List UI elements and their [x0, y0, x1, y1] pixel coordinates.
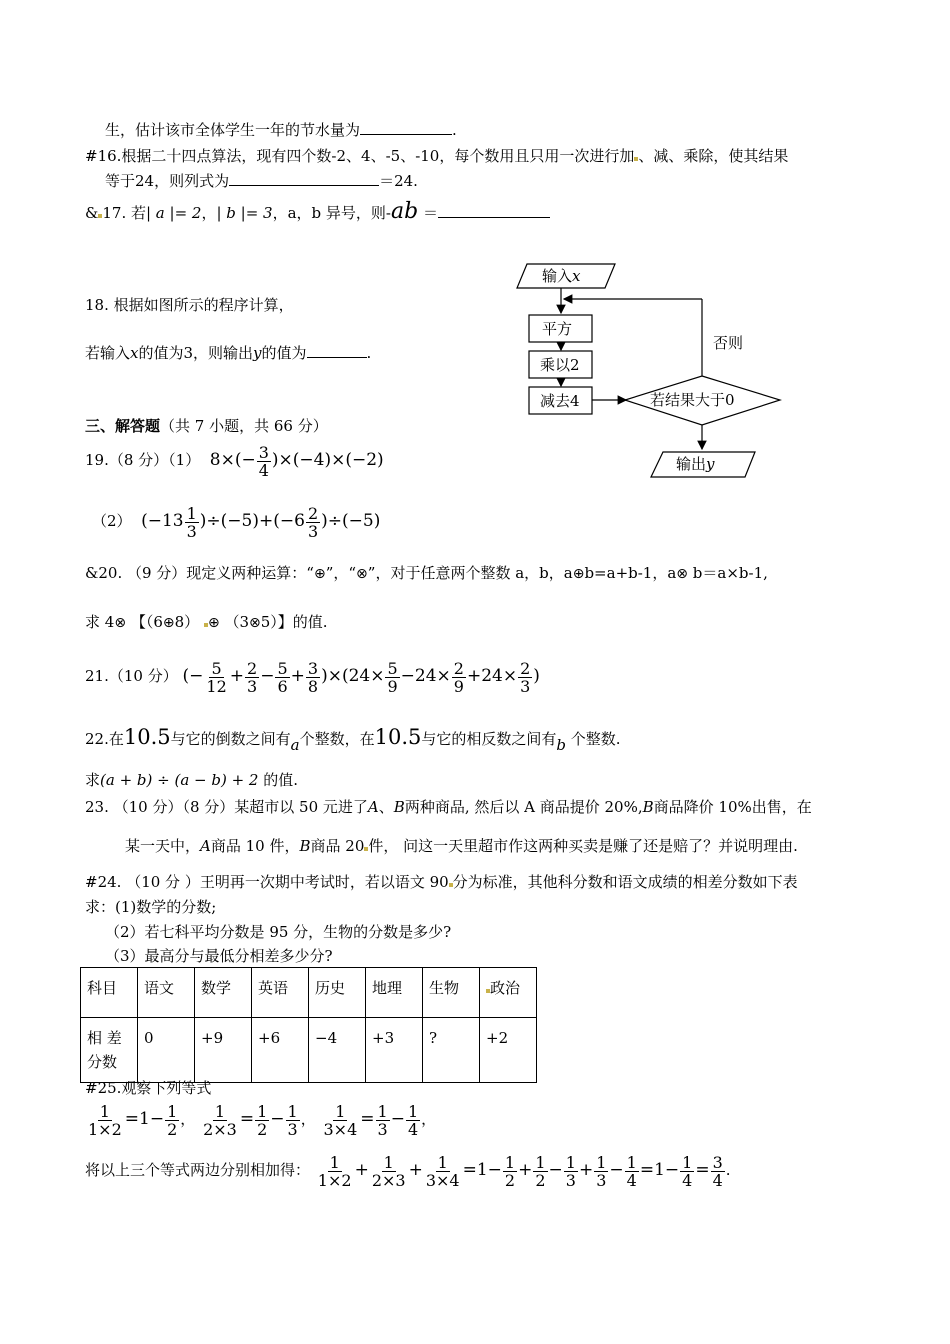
q22-expression: (a + b) ÷ (a − b) + 2: [100, 771, 259, 789]
fraction: $\frac{2}{9}$: [453, 658, 464, 696]
q20-text-c: ”，对于任意两个整数 a，b，a: [367, 564, 573, 582]
q17-prefix: &: [85, 204, 99, 222]
q24-line3: （2）若七科平均分数是 95 分，生物的分数是多少?: [105, 923, 452, 941]
table-cell: 生物: [423, 968, 480, 1018]
q20-text-2a: 求 4: [85, 613, 115, 631]
table-cell: 历史: [309, 968, 366, 1018]
q20-text-2e: 5）】的值.: [260, 613, 328, 631]
fraction: $\frac{2}{3}$: [247, 658, 258, 696]
fraction: $\frac{1}{3}$: [287, 1101, 298, 1139]
fraction: $\frac{1}{4}$: [682, 1152, 693, 1190]
section-3-heading: [85, 416, 328, 436]
fraction: $\frac{1}{3\times 4}$: [425, 1152, 460, 1190]
score-table: [80, 967, 537, 1083]
q18-text-a: 若输入: [85, 344, 131, 362]
q15-text: 生，估计该市全体学生一年的节水量为: [105, 121, 361, 139]
q18-text-b: 的值为3，则输出: [138, 344, 254, 362]
var-b: b: [556, 736, 566, 754]
answer-blank: [307, 343, 367, 358]
q20-text-2c: 8）: [174, 613, 200, 631]
fraction: $\frac{1}{3}$: [186, 503, 197, 541]
q18-text-c: 的值为: [261, 344, 307, 362]
table-cell: 地理: [366, 968, 423, 1018]
q20-text-b: ”，“: [325, 564, 357, 582]
abs-a: | a |= 2: [145, 204, 202, 222]
otimes-symbol: ⊗: [114, 615, 127, 631]
fraction: $\frac{5}{12}$: [206, 658, 227, 696]
q20-line2: [85, 612, 328, 633]
var-a: a: [290, 736, 300, 754]
fraction: $\frac{1}{2}$: [535, 1152, 546, 1190]
flowchart: [500, 255, 790, 485]
answer-blank: [360, 120, 452, 135]
fraction: $\frac{3}{4}$: [712, 1152, 723, 1190]
table-cell: 英语: [252, 968, 309, 1018]
fraction: $\frac{1}{1\times 2}$: [88, 1101, 122, 1139]
fraction: $\frac{1}{3}$: [565, 1152, 576, 1190]
fraction: $\frac{1}{3}$: [596, 1152, 607, 1190]
fraction: $\frac{1}{4}$: [626, 1152, 637, 1190]
no-label: 否则: [713, 334, 744, 352]
table-cell: +2: [480, 1018, 537, 1083]
fraction: $\frac{1}{2}$: [257, 1101, 268, 1139]
fraction: $\frac{1}{1\times 2}$: [317, 1152, 352, 1190]
fraction: $\frac{1}{2}$: [167, 1101, 178, 1139]
fraction: $\frac{1}{2\times 3}$: [371, 1152, 406, 1190]
number-10-5: 10.5: [374, 725, 422, 749]
multiply-label: 乘以2: [540, 356, 580, 374]
answer-blank: [438, 203, 550, 218]
q20-text-2d: （3: [224, 613, 249, 631]
q17-num: 17. 若: [102, 204, 146, 222]
q25-equations: $\frac{1}{1\times 2}$ =1− $\frac{1}{2}$ ， $\frac{1}{2\times 3}$ = $\frac{1}{2}$ − $\frac{1}{3}$ ， $\frac{1}{3\times 4}$ = $\frac{1}{3}$ − $\frac{1}{4}$ ，: [88, 1101, 437, 1139]
q23-line2: 某一天中，A商品 10 件，B商品 20 件， 问这一天里超市作这两种买卖是赚了还是赔了？并说明理由.: [125, 837, 798, 855]
q24-line4: （3）最高分与最低分相差多少分?: [105, 947, 333, 965]
q16-line2: [105, 171, 418, 191]
q16-text-2b: ＝24.: [379, 172, 418, 190]
q20-text-2b: 【（6: [130, 613, 163, 631]
q19-expr-a: 8×(−: [209, 450, 256, 470]
table-cell: −4: [309, 1018, 366, 1083]
table-cell: 科目: [81, 968, 138, 1018]
table-cell: 语文: [138, 968, 195, 1018]
q18-line1: 18. 根据如图所示的程序计算，: [85, 296, 294, 314]
answer-blank: [229, 171, 379, 186]
svg-text:输出y: [676, 455, 715, 473]
condition-label: 若结果大于0: [650, 391, 735, 409]
output-var: y: [706, 455, 715, 473]
q25-title: #25.观察下列等式: [85, 1079, 212, 1097]
q22-line2: 求(a + b) ÷ (a − b) + 2 的值.: [85, 771, 299, 789]
q21-line: 21.（10 分） (− $\frac{5}{12}$ + $\frac{2}{3}$ − $\frac{5}{6}$ + $\frac{3}{8}$ )×(24× $\frac{5}{9}$ −24× $\frac{2}{9}$ +24× $\frac{2}{3}$ ): [85, 658, 540, 696]
oplus-symbol: ⊕: [313, 566, 326, 582]
otimes-symbol: ⊗: [249, 615, 261, 631]
q24-line1: #24. （10 分 ）王明再一次期中考试时，若以语文 90 分为标准，其他科分数和语文成绩的相差分数如下表: [85, 873, 798, 891]
table-cell: ?: [423, 1018, 480, 1083]
number-10-5: 10.5: [123, 725, 171, 749]
equals: ＝: [422, 204, 438, 222]
q19-expr-b: )×(−4)×(−2): [271, 450, 384, 470]
q20-line1: [85, 563, 768, 584]
fraction: $\frac{1}{3}$: [377, 1101, 388, 1139]
input-var: x: [572, 267, 581, 285]
q20-text-d: b=a+b-1，a: [584, 564, 677, 582]
fraction: $\frac{1}{2}$: [504, 1152, 516, 1190]
oplus-symbol: ⊕: [207, 615, 220, 631]
fraction: $\frac{1}{2\times 3}$: [203, 1101, 237, 1139]
q19-part2: [92, 502, 380, 540]
table-cell: +6: [252, 1018, 309, 1083]
subtract-label: 减去4: [540, 392, 580, 410]
fraction: $\frac{5}{6}$: [277, 658, 288, 696]
table-cell: 政治: [480, 968, 537, 1018]
table-cell: 数学: [195, 968, 252, 1018]
comma: ，: [201, 204, 217, 222]
fraction: $\frac{2}{3}$: [307, 503, 319, 541]
q19-label2: （2）: [92, 512, 132, 530]
q17-mid: ，a，b 异号，则-: [272, 204, 391, 222]
q16-text-1b: 、减、乘除，使其结果: [638, 147, 789, 165]
fraction: $\frac{3}{8}$: [307, 658, 319, 696]
q19-expr2-b: )÷(−5)+(−6: [199, 511, 305, 531]
fraction: $\frac{1}{3\times 4}$: [323, 1101, 358, 1139]
fraction: $\frac{1}{4}$: [407, 1101, 419, 1139]
q16-line1: [85, 146, 788, 166]
q21-label: 21.（10 分）: [85, 667, 178, 685]
q17-line: [85, 199, 550, 226]
q18-line2: 若输入x的值为3，则输出y的值为 .: [85, 344, 372, 362]
q19-expr2-a: (−13: [141, 511, 184, 531]
table-cell: +9: [195, 1018, 252, 1083]
fraction: $\frac{2}{3}$: [520, 658, 531, 696]
otimes-symbol: ⊗: [676, 566, 689, 582]
q19-expr2-c: )÷(−5): [321, 511, 381, 531]
q20-text-e: b＝a×b-1,: [688, 564, 768, 582]
q19-part1: [85, 441, 384, 479]
oplus-symbol: ⊕: [572, 566, 585, 582]
table-cell: +3: [366, 1018, 423, 1083]
section-note: （共 7 小题，共 66 分）: [160, 417, 328, 435]
q23-line1: 23. （10 分）（8 分）某超市以 50 元进了A、B两种商品, 然后以 A 商品提价 20%,B商品降价 10%出售，在: [85, 798, 812, 816]
table-row: [81, 1018, 537, 1083]
abs-b: | b |= 3: [216, 204, 273, 222]
q22-line1: 22.在10.5与它的倒数之间有a个整数，在10.5与它的相反数之间有b 个整数.: [85, 725, 621, 754]
table-cell: 相 差 分数: [81, 1018, 138, 1083]
square-label: 平方: [542, 320, 573, 338]
var-x: x: [130, 344, 139, 362]
var-y: y: [253, 344, 262, 362]
fraction: $\frac{3}{4}$: [258, 442, 269, 480]
svg-text:输入x: [542, 267, 581, 285]
section-title: 三、解答题: [85, 417, 161, 435]
q16-text-1: #16.根据二十四点算法，现有四个数-2、4、-5、-10，每个数用且只用一次进行加: [85, 147, 635, 165]
table-row: [81, 968, 537, 1018]
ab-expr: ab: [391, 199, 419, 224]
input-label: 输入: [542, 267, 573, 285]
output-label: 输出: [676, 455, 707, 473]
q15-line: 生，估计该市全体学生一年的节水量为 .: [105, 121, 457, 139]
q19-label: 19.（8 分）（1）: [85, 451, 201, 469]
otimes-symbol: ⊗: [356, 566, 368, 582]
q20-text-a: &20. （9 分）现定义两种运算：“: [85, 564, 314, 582]
oplus-symbol: ⊕: [162, 615, 175, 631]
q25-sum: 将以上三个等式两边分别相加得： $\frac{1}{1\times 2}$ + $\frac{1}{2\times 3}$ + $\frac{1}{3\times 4}$ =1− $\frac{1}{2}$ + $\frac{1}{2}$ − $\frac{1}{3}$ + $\frac{1}{3}$ − $\frac{1}{4}$ =1− $\frac{1}{4}$ = $\frac{3}{4}$ .: [85, 1152, 731, 1190]
table-cell: 0: [138, 1018, 195, 1083]
q24-line2: 求：(1)数学的分数;: [85, 898, 217, 916]
q16-text-2a: 等于24，则列式为: [105, 172, 230, 190]
fraction: $\frac{5}{9}$: [387, 658, 398, 696]
